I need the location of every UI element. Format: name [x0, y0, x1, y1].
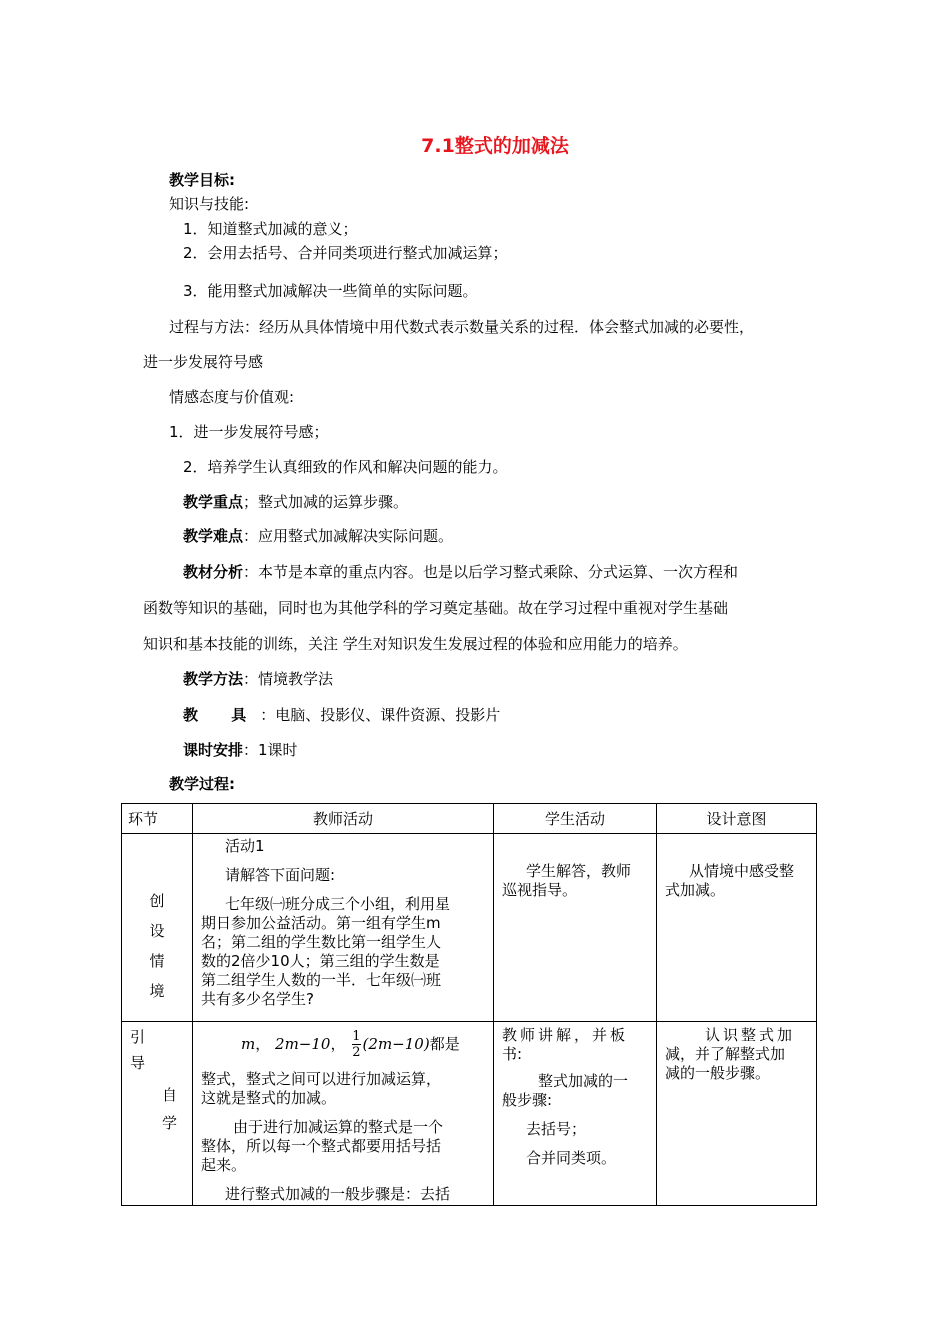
student-text: 学生解答，教师 [526, 862, 632, 880]
analysis-line3: 知识和基本技能的训练，关注 学生对知识发生发展过程的体验和应用能力的培养。 [143, 635, 688, 653]
intent-text: 减，并了解整式加 [665, 1045, 786, 1063]
teacher-text: 名；第二组的学生数比第一组学生人 [201, 933, 442, 951]
student-text: 合并同类项。 [526, 1149, 617, 1167]
analysis-text: ：本节是本章的重点内容。也是以后学习整式乘除、分式运算、一次方程和 [243, 563, 739, 581]
intent-text: 认识整式加 [705, 1026, 796, 1044]
teacher-text: 数的2倍少10人；第三组的学生数是 [201, 952, 440, 970]
intent-text: 减的一般步骤。 [665, 1064, 771, 1082]
stage-char: 情 [149, 952, 165, 970]
stage-cell [122, 1022, 193, 1206]
method [183, 668, 333, 689]
header-teacher: 教师活动 [193, 804, 494, 834]
fraction-numerator: 1 [352, 1029, 361, 1044]
stage-char: 设 [149, 922, 165, 940]
header-student: 学生活动 [494, 804, 657, 834]
method-label: 教学方法 [183, 670, 244, 688]
student-text: 去括号； [526, 1120, 587, 1138]
teacher-text: 这就是整式的加减。 [201, 1089, 337, 1107]
tools-text: ：电脑、投影仪、课件资源、投影片 [260, 706, 501, 724]
fraction-denominator: 2 [352, 1045, 361, 1060]
method-text: ：情境教学法 [243, 670, 334, 688]
key-point [183, 491, 408, 512]
stage-char: 导 [130, 1054, 146, 1072]
student-cell [494, 1022, 657, 1206]
key-point-text: ；整式加减的运算步骤。 [243, 493, 409, 511]
teacher-text: 活动1 [225, 837, 265, 855]
schedule [183, 739, 298, 760]
student-text: 般步骤: [502, 1091, 553, 1109]
knowledge-item: 2．会用去括号、合并同类项进行整式加减运算； [183, 244, 508, 262]
knowledge-item: 1．知道整式加减的意义； [183, 220, 358, 238]
student-cell [494, 834, 657, 1022]
knowledge-item: 3．能用整式加减解决一些简单的实际问题。 [183, 282, 478, 300]
teacher-text: 共有多少名学生? [201, 990, 314, 1008]
teacher-text: 起来。 [201, 1156, 247, 1174]
intent-text: 从情境中感受整 [689, 862, 795, 880]
process-method-line1: 过程与方法：经历从具体情境中用代数式表示数量关系的过程．体会整式加减的必要性， [169, 318, 755, 336]
teacher-cell [193, 834, 494, 1022]
math-expression-2: (2m−10) [362, 1035, 430, 1053]
student-text: 教师讲解，并板 [502, 1026, 629, 1044]
math-tail: 都是 [429, 1035, 460, 1053]
analysis-line1 [183, 561, 738, 582]
math-separator: ， [255, 1035, 271, 1053]
stage-char: 境 [149, 982, 165, 1000]
intent-text: 式加减。 [665, 881, 726, 899]
stage-char: 引 [130, 1028, 146, 1046]
teacher-text: 由于进行加减运算的整式是一个 [233, 1118, 444, 1136]
stage-char: 自 [162, 1086, 178, 1104]
stage-cell [122, 834, 193, 1022]
teacher-text: 期日参加公益活动。第一组有学生m [201, 914, 441, 932]
intent-cell [657, 1022, 817, 1206]
teacher-text: 请解答下面问题: [225, 866, 336, 884]
header-stage: 环节 [122, 804, 193, 834]
teacher-text: 整体，所以每一个整式都要用括号括 [201, 1137, 442, 1155]
student-text: 巡视指导。 [502, 881, 578, 899]
teacher-text: 进行整式加减的一般步骤是：去括 [225, 1185, 451, 1203]
stage-char: 创 [149, 892, 165, 910]
table-row [122, 1022, 817, 1206]
objectives-heading: 教学目标: [169, 171, 235, 189]
teacher-text: 整式，整式之间可以进行加减运算， [201, 1070, 442, 1088]
student-text: 整式加减的一 [538, 1072, 629, 1090]
math-fraction [352, 1029, 360, 1060]
student-text: 书: [502, 1045, 523, 1063]
process-method-line2: 进一步发展符号感 [143, 353, 264, 371]
analysis-label: 教材分析 [183, 563, 244, 581]
schedule-text: ：1课时 [243, 741, 298, 759]
difficulty [183, 525, 453, 546]
teacher-cell [193, 1022, 494, 1206]
table-row [122, 834, 817, 1022]
analysis-line2: 函数等知识的基础，同时也为其他学科的学习奠定基础。故在学习过程中重视对学生基础 [143, 599, 729, 617]
attitude-heading: 情感态度与价值观: [169, 388, 295, 406]
math-expression-1: 2m−10 [275, 1035, 331, 1053]
process-table [121, 803, 817, 1206]
math-m: m [241, 1035, 256, 1053]
teacher-text: 七年级㈠班分成三个小组，利用星 [225, 895, 451, 913]
schedule-label: 课时安排 [183, 741, 244, 759]
math-separator: ， [330, 1035, 346, 1053]
knowledge-heading: 知识与技能: [169, 195, 250, 213]
difficulty-text: ：应用整式加减解决实际问题。 [243, 527, 454, 545]
process-heading: 教学过程: [169, 775, 235, 793]
page-title: 7.1整式的加减法 [421, 135, 569, 157]
stage-char: 学 [162, 1114, 178, 1132]
difficulty-label: 教学难点 [183, 527, 244, 545]
intent-cell [657, 834, 817, 1022]
attitude-item: 2．培养学生认真细致的作风和解决问题的能力。 [183, 458, 508, 476]
teacher-text: 第二组学生人数的一半．七年级㈠班 [201, 971, 442, 989]
key-point-label: 教学重点 [183, 493, 244, 511]
tools [183, 704, 500, 725]
header-intent: 设计意图 [657, 804, 817, 834]
math-line [201, 1024, 487, 1064]
attitude-item: 1．进一步发展符号感； [169, 423, 329, 441]
tools-label: 教 具 [183, 706, 261, 724]
table-header-row [122, 804, 817, 834]
